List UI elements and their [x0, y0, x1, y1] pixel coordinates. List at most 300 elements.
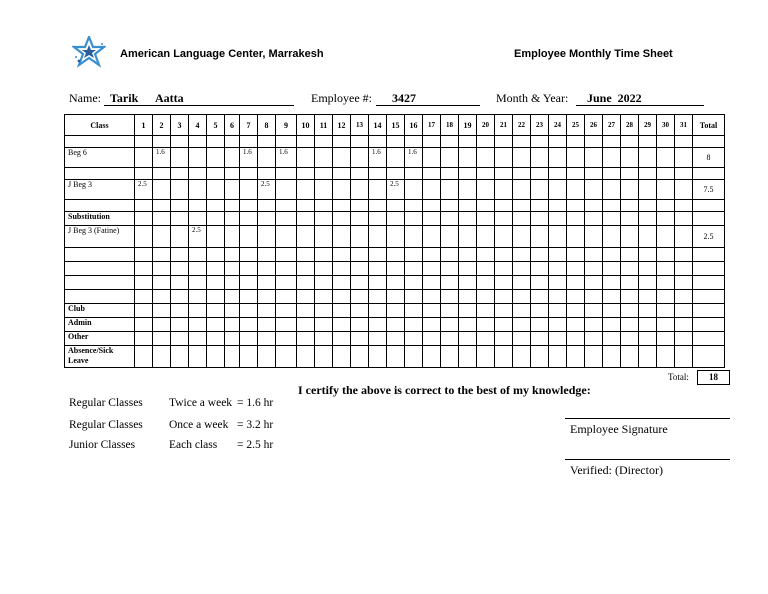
- hours-cell[interactable]: [297, 168, 315, 180]
- hours-cell[interactable]: [603, 180, 621, 200]
- hours-cell[interactable]: [171, 168, 189, 180]
- hours-cell[interactable]: [276, 304, 297, 318]
- hours-cell[interactable]: [531, 136, 549, 148]
- hours-cell[interactable]: [405, 332, 423, 346]
- hours-cell[interactable]: [315, 248, 333, 262]
- hours-cell[interactable]: [675, 290, 693, 304]
- row-total-cell[interactable]: [693, 276, 725, 290]
- hours-cell[interactable]: [240, 136, 258, 148]
- class-label[interactable]: Beg 6: [65, 148, 135, 168]
- hours-cell[interactable]: [405, 136, 423, 148]
- hours-cell[interactable]: [639, 212, 657, 226]
- hours-cell[interactable]: [585, 148, 603, 168]
- hours-cell[interactable]: [369, 200, 387, 212]
- class-label[interactable]: Other: [65, 332, 135, 346]
- hours-cell[interactable]: [621, 276, 639, 290]
- hours-cell[interactable]: [387, 248, 405, 262]
- hours-cell[interactable]: [369, 332, 387, 346]
- hours-cell[interactable]: [531, 248, 549, 262]
- hours-cell[interactable]: [225, 262, 240, 276]
- hours-cell[interactable]: [225, 226, 240, 248]
- hours-cell[interactable]: [276, 318, 297, 332]
- hours-cell[interactable]: [549, 148, 567, 168]
- hours-cell[interactable]: [153, 148, 171, 168]
- hours-cell[interactable]: [225, 332, 240, 346]
- hours-cell[interactable]: [477, 290, 495, 304]
- hours-cell[interactable]: [603, 304, 621, 318]
- hours-cell[interactable]: [333, 304, 351, 318]
- hours-cell[interactable]: [405, 226, 423, 248]
- hours-cell[interactable]: [639, 346, 657, 368]
- hours-cell[interactable]: [333, 168, 351, 180]
- hours-cell[interactable]: [405, 212, 423, 226]
- hours-cell[interactable]: [459, 136, 477, 148]
- hours-cell[interactable]: [513, 346, 531, 368]
- class-label[interactable]: [65, 200, 135, 212]
- hours-cell[interactable]: [531, 200, 549, 212]
- hours-cell[interactable]: [351, 304, 369, 318]
- hours-cell[interactable]: [585, 248, 603, 262]
- hours-cell[interactable]: [549, 212, 567, 226]
- hours-cell[interactable]: [369, 304, 387, 318]
- hours-cell[interactable]: [276, 290, 297, 304]
- hours-cell[interactable]: [531, 226, 549, 248]
- hours-cell[interactable]: [621, 226, 639, 248]
- hours-cell[interactable]: [207, 276, 225, 290]
- row-total-cell[interactable]: [693, 212, 725, 226]
- hours-cell[interactable]: [675, 248, 693, 262]
- hours-cell[interactable]: [585, 212, 603, 226]
- hours-cell[interactable]: [171, 136, 189, 148]
- hours-cell[interactable]: [423, 212, 441, 226]
- hours-cell[interactable]: [621, 262, 639, 276]
- hours-cell[interactable]: [423, 148, 441, 168]
- hours-cell[interactable]: [333, 262, 351, 276]
- hours-cell[interactable]: [603, 290, 621, 304]
- hours-cell[interactable]: [585, 332, 603, 346]
- hours-cell[interactable]: [477, 148, 495, 168]
- hours-cell[interactable]: [621, 148, 639, 168]
- hours-cell[interactable]: [387, 136, 405, 148]
- hours-cell[interactable]: [603, 226, 621, 248]
- hours-cell[interactable]: [153, 200, 171, 212]
- hours-cell[interactable]: [495, 168, 513, 180]
- hours-cell[interactable]: [153, 304, 171, 318]
- hours-cell[interactable]: [603, 168, 621, 180]
- hours-cell[interactable]: [276, 200, 297, 212]
- hours-cell[interactable]: [657, 248, 675, 262]
- hours-cell[interactable]: [153, 168, 171, 180]
- hours-cell[interactable]: [135, 318, 153, 332]
- hours-cell[interactable]: [369, 212, 387, 226]
- hours-cell[interactable]: [225, 212, 240, 226]
- hours-cell[interactable]: [258, 290, 276, 304]
- hours-cell[interactable]: [258, 148, 276, 168]
- hours-cell[interactable]: [549, 180, 567, 200]
- hours-cell[interactable]: [171, 332, 189, 346]
- class-label[interactable]: [65, 168, 135, 180]
- hours-cell[interactable]: [171, 180, 189, 200]
- hours-cell[interactable]: [333, 148, 351, 168]
- hours-cell[interactable]: [531, 180, 549, 200]
- hours-cell[interactable]: [657, 304, 675, 318]
- hours-cell[interactable]: [567, 346, 585, 368]
- hours-cell[interactable]: [585, 180, 603, 200]
- hours-cell[interactable]: [603, 318, 621, 332]
- hours-cell[interactable]: [567, 290, 585, 304]
- hours-cell[interactable]: [225, 304, 240, 318]
- hours-cell[interactable]: [405, 318, 423, 332]
- hours-cell[interactable]: [240, 212, 258, 226]
- hours-cell[interactable]: [135, 168, 153, 180]
- hours-cell[interactable]: [531, 276, 549, 290]
- hours-cell[interactable]: [153, 332, 171, 346]
- hours-cell[interactable]: [603, 248, 621, 262]
- hours-cell[interactable]: [423, 262, 441, 276]
- hours-cell[interactable]: [171, 346, 189, 368]
- hours-cell[interactable]: [477, 262, 495, 276]
- hours-cell[interactable]: [135, 290, 153, 304]
- hours-cell[interactable]: [585, 346, 603, 368]
- hours-cell[interactable]: [369, 346, 387, 368]
- hours-cell[interactable]: [639, 276, 657, 290]
- hours-cell[interactable]: [276, 180, 297, 200]
- month-year-field-line[interactable]: [576, 105, 704, 106]
- hours-cell[interactable]: [333, 332, 351, 346]
- hours-cell[interactable]: [189, 304, 207, 318]
- hours-cell[interactable]: [387, 318, 405, 332]
- hours-cell[interactable]: [240, 290, 258, 304]
- row-total-cell[interactable]: 2.5: [693, 226, 725, 248]
- hours-cell[interactable]: [441, 226, 459, 248]
- hours-cell[interactable]: [315, 212, 333, 226]
- hours-cell[interactable]: [258, 200, 276, 212]
- hours-cell[interactable]: [495, 276, 513, 290]
- hours-cell[interactable]: [207, 212, 225, 226]
- hours-cell[interactable]: [351, 276, 369, 290]
- hours-cell[interactable]: [657, 180, 675, 200]
- hours-cell[interactable]: [657, 332, 675, 346]
- hours-cell[interactable]: [225, 290, 240, 304]
- hours-cell[interactable]: [189, 262, 207, 276]
- hours-cell[interactable]: [315, 332, 333, 346]
- hours-cell[interactable]: [207, 332, 225, 346]
- hours-cell[interactable]: [639, 168, 657, 180]
- hours-cell[interactable]: [207, 290, 225, 304]
- hours-cell[interactable]: [405, 262, 423, 276]
- hours-cell[interactable]: [675, 276, 693, 290]
- hours-cell[interactable]: [513, 318, 531, 332]
- row-total-cell[interactable]: [693, 136, 725, 148]
- hours-cell[interactable]: [387, 304, 405, 318]
- hours-cell[interactable]: [495, 304, 513, 318]
- hours-cell[interactable]: [531, 262, 549, 276]
- hours-cell[interactable]: [657, 262, 675, 276]
- hours-cell[interactable]: [351, 290, 369, 304]
- hours-cell[interactable]: [639, 304, 657, 318]
- hours-cell[interactable]: [351, 318, 369, 332]
- hours-cell[interactable]: [459, 262, 477, 276]
- hours-cell[interactable]: [657, 168, 675, 180]
- hours-cell[interactable]: [477, 346, 495, 368]
- hours-cell[interactable]: [621, 136, 639, 148]
- hours-cell[interactable]: [567, 168, 585, 180]
- row-total-cell[interactable]: [693, 200, 725, 212]
- hours-cell[interactable]: [495, 136, 513, 148]
- hours-cell[interactable]: [495, 318, 513, 332]
- hours-cell[interactable]: [549, 318, 567, 332]
- hours-cell[interactable]: [135, 136, 153, 148]
- row-total-cell[interactable]: [693, 304, 725, 318]
- hours-cell[interactable]: [441, 168, 459, 180]
- class-label[interactable]: Admin: [65, 318, 135, 332]
- hours-cell[interactable]: [153, 248, 171, 262]
- hours-cell[interactable]: [423, 136, 441, 148]
- employee-signature-line[interactable]: [565, 418, 730, 419]
- hours-cell[interactable]: [333, 180, 351, 200]
- hours-cell[interactable]: [225, 136, 240, 148]
- hours-cell[interactable]: [639, 148, 657, 168]
- hours-cell[interactable]: [315, 148, 333, 168]
- hours-cell[interactable]: [675, 346, 693, 368]
- hours-cell[interactable]: [531, 332, 549, 346]
- hours-cell[interactable]: [258, 346, 276, 368]
- hours-cell[interactable]: [153, 290, 171, 304]
- hours-cell[interactable]: [189, 212, 207, 226]
- hours-cell[interactable]: [531, 346, 549, 368]
- hours-cell[interactable]: [585, 290, 603, 304]
- hours-cell[interactable]: [315, 168, 333, 180]
- hours-cell[interactable]: [423, 248, 441, 262]
- hours-cell[interactable]: [585, 136, 603, 148]
- hours-cell[interactable]: [240, 148, 258, 168]
- hours-cell[interactable]: [513, 168, 531, 180]
- hours-cell[interactable]: [675, 332, 693, 346]
- hours-cell[interactable]: [513, 136, 531, 148]
- hours-cell[interactable]: [207, 248, 225, 262]
- hours-cell[interactable]: [621, 304, 639, 318]
- hours-cell[interactable]: [189, 148, 207, 168]
- hours-cell[interactable]: [441, 290, 459, 304]
- hours-cell[interactable]: [441, 148, 459, 168]
- hours-cell[interactable]: [675, 168, 693, 180]
- hours-cell[interactable]: [657, 200, 675, 212]
- hours-cell[interactable]: [531, 290, 549, 304]
- hours-cell[interactable]: [477, 200, 495, 212]
- hours-cell[interactable]: [477, 168, 495, 180]
- hours-cell[interactable]: [387, 332, 405, 346]
- hours-cell[interactable]: [405, 200, 423, 212]
- hours-cell[interactable]: [333, 290, 351, 304]
- hours-cell[interactable]: [441, 276, 459, 290]
- hours-cell[interactable]: [459, 248, 477, 262]
- hours-cell[interactable]: [369, 276, 387, 290]
- hours-cell[interactable]: [639, 226, 657, 248]
- hours-cell[interactable]: [189, 180, 207, 200]
- hours-cell[interactable]: [531, 148, 549, 168]
- hours-cell[interactable]: [603, 332, 621, 346]
- hours-cell[interactable]: [567, 304, 585, 318]
- row-total-cell[interactable]: [693, 248, 725, 262]
- hours-cell[interactable]: [639, 200, 657, 212]
- hours-cell[interactable]: [441, 248, 459, 262]
- hours-cell[interactable]: [276, 262, 297, 276]
- hours-cell[interactable]: [459, 346, 477, 368]
- hours-cell[interactable]: [135, 276, 153, 290]
- hours-cell[interactable]: [225, 276, 240, 290]
- hours-cell[interactable]: [675, 318, 693, 332]
- class-label[interactable]: J Beg 3 (Fatine): [65, 226, 135, 248]
- hours-cell[interactable]: [639, 262, 657, 276]
- hours-cell[interactable]: [585, 276, 603, 290]
- hours-cell[interactable]: [225, 180, 240, 200]
- hours-cell[interactable]: [477, 332, 495, 346]
- hours-cell[interactable]: [276, 148, 297, 168]
- hours-cell[interactable]: [531, 168, 549, 180]
- hours-cell[interactable]: [675, 200, 693, 212]
- hours-cell[interactable]: [315, 136, 333, 148]
- hours-cell[interactable]: [621, 248, 639, 262]
- hours-cell[interactable]: [171, 304, 189, 318]
- hours-cell[interactable]: [459, 332, 477, 346]
- hours-cell[interactable]: [387, 346, 405, 368]
- hours-cell[interactable]: [258, 180, 276, 200]
- hours-cell[interactable]: [585, 318, 603, 332]
- hours-cell[interactable]: [495, 262, 513, 276]
- hours-cell[interactable]: [675, 304, 693, 318]
- hours-cell[interactable]: [423, 318, 441, 332]
- hours-cell[interactable]: [441, 212, 459, 226]
- hours-cell[interactable]: [567, 136, 585, 148]
- hours-cell[interactable]: [153, 212, 171, 226]
- hours-cell[interactable]: [315, 180, 333, 200]
- hours-cell[interactable]: [387, 262, 405, 276]
- hours-cell[interactable]: [258, 304, 276, 318]
- hours-cell[interactable]: [258, 332, 276, 346]
- hours-cell[interactable]: [240, 226, 258, 248]
- hours-cell[interactable]: [477, 212, 495, 226]
- hours-cell[interactable]: [315, 226, 333, 248]
- hours-cell[interactable]: [258, 136, 276, 148]
- hours-cell[interactable]: [549, 304, 567, 318]
- class-label[interactable]: Absence/Sick Leave: [65, 346, 135, 368]
- row-total-cell[interactable]: [693, 290, 725, 304]
- hours-cell[interactable]: [351, 212, 369, 226]
- hours-cell[interactable]: [135, 332, 153, 346]
- hours-cell[interactable]: [189, 136, 207, 148]
- hours-cell[interactable]: [657, 318, 675, 332]
- class-label[interactable]: Club: [65, 304, 135, 318]
- hours-cell[interactable]: [585, 168, 603, 180]
- hours-cell[interactable]: [441, 346, 459, 368]
- hours-cell[interactable]: [258, 318, 276, 332]
- hours-cell[interactable]: [333, 248, 351, 262]
- hours-cell[interactable]: [675, 226, 693, 248]
- hours-cell[interactable]: [513, 332, 531, 346]
- hours-cell[interactable]: [351, 248, 369, 262]
- hours-cell[interactable]: [603, 212, 621, 226]
- hours-cell[interactable]: [276, 136, 297, 148]
- hours-cell[interactable]: [495, 200, 513, 212]
- hours-cell[interactable]: [531, 318, 549, 332]
- hours-cell[interactable]: [405, 168, 423, 180]
- hours-cell[interactable]: [207, 346, 225, 368]
- hours-cell[interactable]: [240, 180, 258, 200]
- hours-cell[interactable]: [351, 262, 369, 276]
- hours-cell[interactable]: [333, 200, 351, 212]
- hours-cell[interactable]: [549, 290, 567, 304]
- hours-cell[interactable]: [189, 200, 207, 212]
- hours-cell[interactable]: [549, 168, 567, 180]
- class-label[interactable]: [65, 136, 135, 148]
- hours-cell[interactable]: [171, 318, 189, 332]
- hours-cell[interactable]: [240, 304, 258, 318]
- hours-cell[interactable]: [297, 212, 315, 226]
- hours-cell[interactable]: [513, 290, 531, 304]
- hours-cell[interactable]: [567, 276, 585, 290]
- hours-cell[interactable]: [189, 332, 207, 346]
- hours-cell[interactable]: [639, 248, 657, 262]
- hours-cell[interactable]: [171, 248, 189, 262]
- hours-cell[interactable]: [441, 318, 459, 332]
- hours-cell[interactable]: [369, 248, 387, 262]
- hours-cell[interactable]: [333, 226, 351, 248]
- class-label[interactable]: [65, 248, 135, 262]
- hours-cell[interactable]: [549, 332, 567, 346]
- hours-cell[interactable]: [459, 304, 477, 318]
- hours-cell[interactable]: [657, 148, 675, 168]
- hours-cell[interactable]: [441, 332, 459, 346]
- hours-cell[interactable]: [225, 318, 240, 332]
- hours-cell[interactable]: [369, 168, 387, 180]
- hours-cell[interactable]: [657, 226, 675, 248]
- hours-cell[interactable]: [441, 304, 459, 318]
- hours-cell[interactable]: [459, 276, 477, 290]
- hours-cell[interactable]: [315, 346, 333, 368]
- row-total-cell[interactable]: 7.5: [693, 180, 725, 200]
- hours-cell[interactable]: [351, 148, 369, 168]
- hours-cell[interactable]: [276, 168, 297, 180]
- hours-cell[interactable]: [297, 262, 315, 276]
- hours-cell[interactable]: [387, 180, 405, 200]
- hours-cell[interactable]: [549, 226, 567, 248]
- hours-cell[interactable]: [423, 180, 441, 200]
- hours-cell[interactable]: [189, 248, 207, 262]
- hours-cell[interactable]: [297, 136, 315, 148]
- hours-cell[interactable]: [675, 148, 693, 168]
- hours-cell[interactable]: [423, 290, 441, 304]
- hours-cell[interactable]: [441, 180, 459, 200]
- hours-cell[interactable]: [567, 248, 585, 262]
- hours-cell[interactable]: [189, 346, 207, 368]
- hours-cell[interactable]: [315, 200, 333, 212]
- hours-cell[interactable]: [207, 304, 225, 318]
- class-label[interactable]: [65, 276, 135, 290]
- hours-cell[interactable]: [135, 248, 153, 262]
- hours-cell[interactable]: [459, 290, 477, 304]
- hours-cell[interactable]: [603, 200, 621, 212]
- hours-cell[interactable]: [240, 318, 258, 332]
- hours-cell[interactable]: [297, 304, 315, 318]
- class-label[interactable]: [65, 262, 135, 276]
- hours-cell[interactable]: [225, 248, 240, 262]
- name-field-line[interactable]: [104, 105, 294, 106]
- hours-cell[interactable]: [315, 262, 333, 276]
- hours-cell[interactable]: [171, 290, 189, 304]
- hours-cell[interactable]: [405, 304, 423, 318]
- director-signature-line[interactable]: [565, 459, 730, 460]
- hours-cell[interactable]: [675, 180, 693, 200]
